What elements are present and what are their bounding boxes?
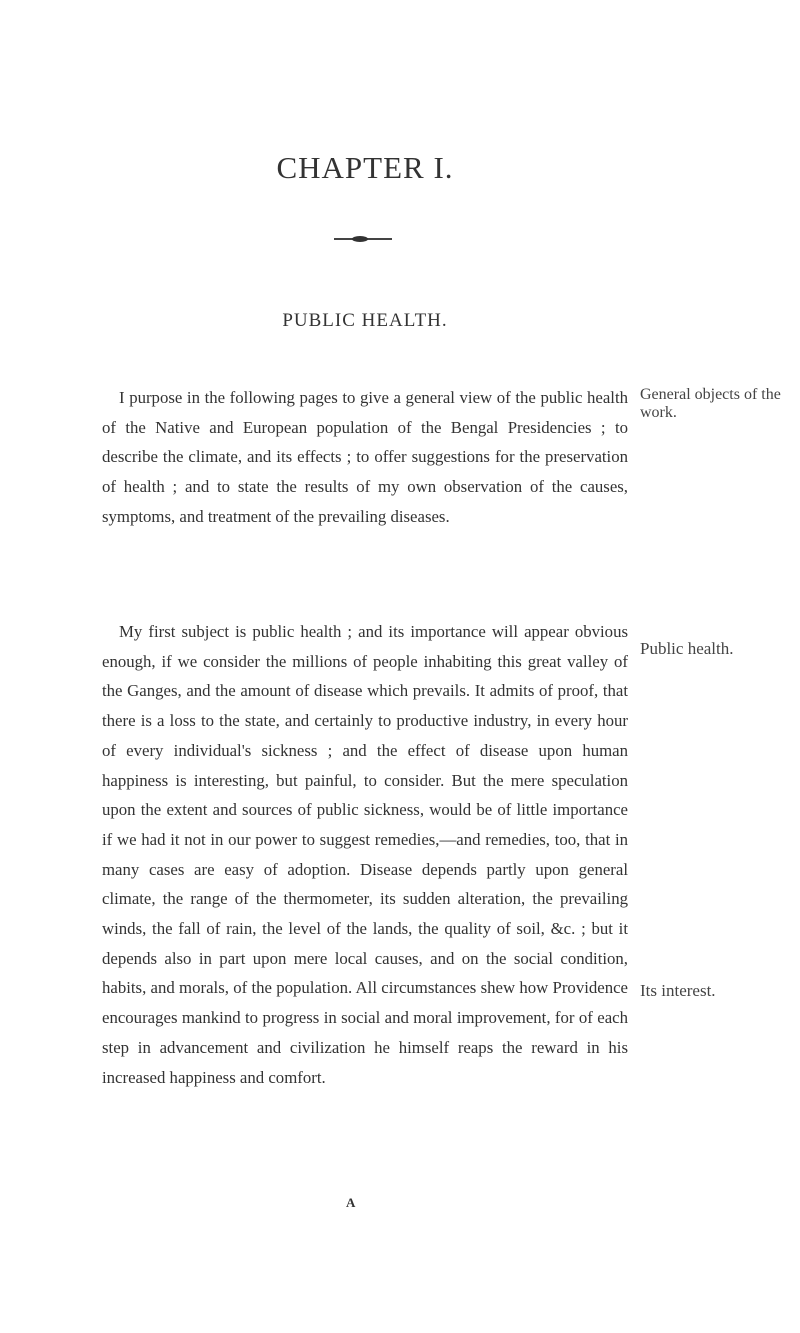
ornamental-divider xyxy=(334,238,392,240)
margin-note-general-objects: General objects of the work. xyxy=(640,386,781,421)
margin-note-its-interest: Its interest. xyxy=(640,981,716,1000)
section-heading: PUBLIC HEALTH. xyxy=(282,310,448,331)
body-paragraph-1 xyxy=(102,383,628,532)
body-paragraph-2 xyxy=(102,617,628,1092)
chapter-title: CHAPTER I. xyxy=(276,150,454,185)
signature-mark: A xyxy=(346,1195,356,1210)
paragraph-text: I purpose in the following pages to give a general view of the public health of the Native and European population of the Bengal Presidencies ; to describe the climate, and its effects ; to offer suggestions for the preservation of health ; and to state the results of my own observation of the causes, symptoms, and treatment of the prevailing diseases. xyxy=(102,388,628,526)
paragraph-text: My first subject is public health ; and its importance will appear obvious enough, if we consider the millions of people inhabiting this great valley of the Ganges, and the amount of disease which prevails. It admits of proof, that there is a loss to the state, and certainly to productive industry, in every hour of every individual's sickness ; and the effect of disease upon human happiness is interesting, but painful, to consider. But the mere speculation upon the extent and sources of public sickness, would be of little importance if we had it not in our power to suggest remedies,—and remedies, too, that in many cases are easy of adoption. Disease depends partly upon general climate, the range of the thermometer, its sudden alteration, the prevailing winds, the fall of rain, the level of the lands, the quality of soil, &c. ; but it depends also in part upon mere local causes, and on the social condition, habits, and morals, of the population. All circumstances shew how Providence encourages mankind to progress in social and moral improvement, for of each step in advancement and civilization he himself reaps the reward in his increased happiness and comfort. xyxy=(102,622,628,1087)
margin-note-public-health: Public health. xyxy=(640,639,734,658)
